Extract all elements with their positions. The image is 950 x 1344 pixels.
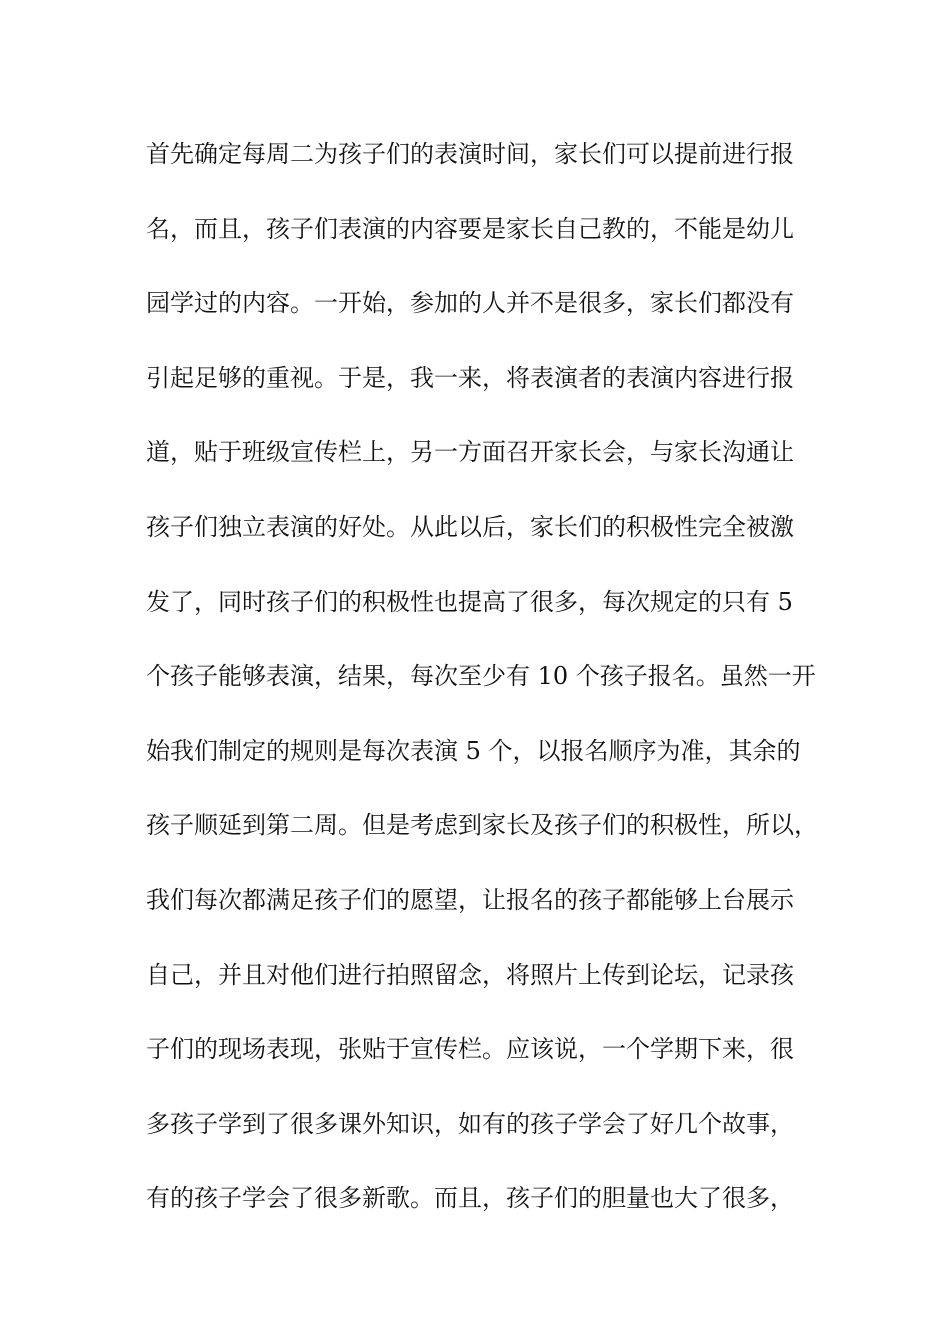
text-line: 道，贴于班级宣传栏上，另一方面召开家长会，与家长沟通让 — [146, 438, 794, 467]
text-line: 有的孩子学会了很多新歌。而且，孩子们的胆量也大了很多， — [146, 1184, 794, 1213]
text-line: 我们每次都满足孩子们的愿望，让报名的孩子都能够上台展示 — [146, 885, 794, 914]
text-line: 园学过的内容。一开始，参加的人并不是很多，家长们都没有 — [146, 289, 794, 318]
text-line: 个孩子能够表演，结果，每次至少有 10 个孩子报名。虽然一开 — [146, 662, 816, 691]
text-line: 孩子顺延到第二周。但是考虑到家长及孩子们的积极性，所以， — [146, 811, 818, 840]
text-line: 首先确定每周二为孩子们的表演时间，家长们可以提前进行报 — [146, 140, 794, 168]
body-text — [146, 132, 826, 1251]
text-line: 名，而且，孩子们表演的内容要是家长自己教的，不能是幼儿 — [146, 214, 794, 243]
text-line: 引起足够的重视。于是，我一来，将表演者的表演内容进行报 — [146, 363, 794, 392]
text-line: 自己，并且对他们进行拍照留念，将照片上传到论坛，记录孩 — [146, 960, 794, 989]
text-line: 子们的现场表现，张贴于宣传栏。应该说，一个学期下来，很 — [146, 1035, 794, 1064]
text-line: 多孩子学到了很多课外知识，如有的孩子学会了好几个故事， — [146, 1109, 794, 1138]
text-line: 发了，同时孩子们的积极性也提高了很多，每次规定的只有 5 — [146, 587, 793, 616]
text-line: 孩子们独立表演的好处。从此以后，家长们的积极性完全被激 — [146, 512, 794, 541]
text-line: 始我们制定的规则是每次表演 5 个，以报名顺序为准，其余的 — [146, 736, 801, 765]
